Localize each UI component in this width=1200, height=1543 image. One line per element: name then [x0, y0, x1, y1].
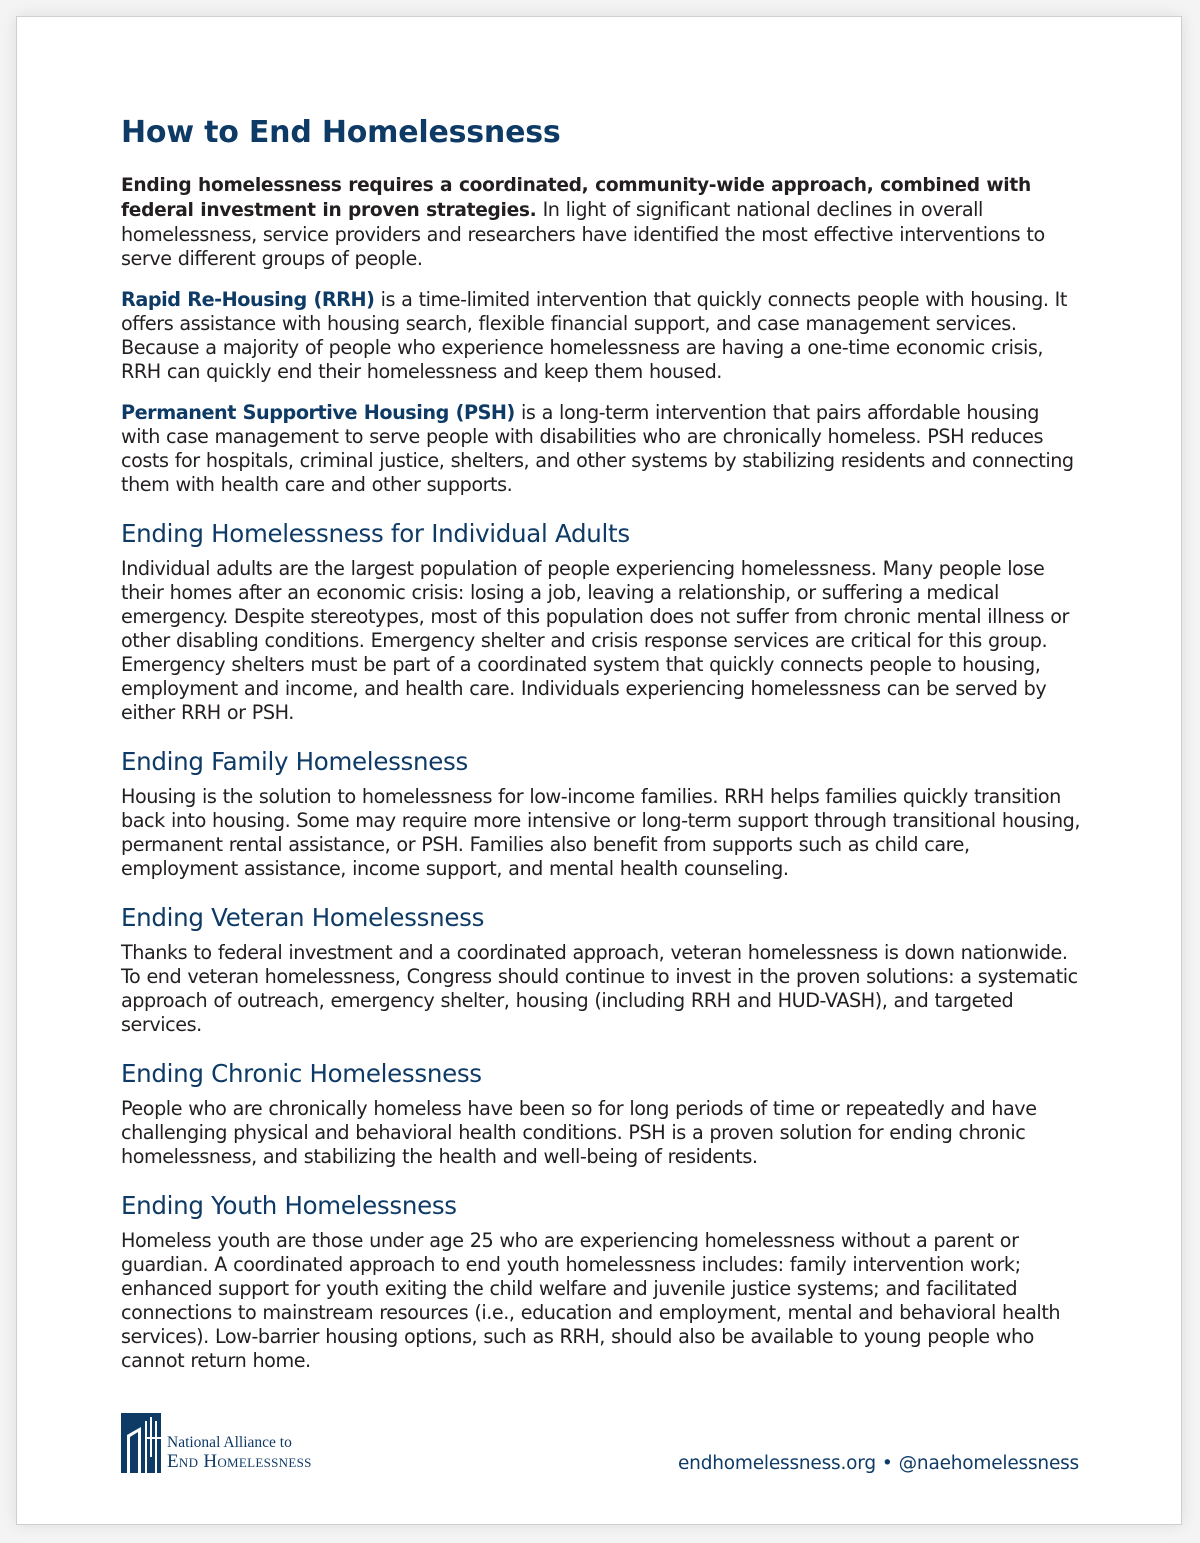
section-body: People who are chronically homeless have been so for long periods of time or repeatedly and have challenging physical and behavioral health conditions. PSH is a proven solution for ending chronic homelessness, and stabilizing the health and well-being of residents.	[121, 1097, 1037, 1168]
section-individual-adults	[121, 519, 1083, 725]
logo-line-1: National Alliance to	[167, 1433, 292, 1451]
section-body: Homeless youth are those under age 25 who are experiencing homelessness without a parent or guardian. A coordinated approach to end youth homelessness includes: family intervention work; enhanced support for youth exiting the child welfare and juvenile justice systems; and facilitated connections to mainstream resources (i.e., education and employment, mental and behavioral health services). Low-barrier housing options, such as RRH, should also be available to young people who cannot return home.	[121, 1229, 1061, 1372]
footer-contact	[678, 1453, 1079, 1474]
section-heading: Ending Veteran Homelessness	[121, 903, 485, 932]
section-chronic	[121, 1059, 1083, 1169]
bullet-separator: •	[881, 1453, 893, 1474]
section-heading: Ending Youth Homelessness	[121, 1191, 457, 1220]
intro-paragraph	[121, 173, 1083, 271]
definition-text: is a time-limited intervention that quickly connects people with housing. It offers assistance with housing search, flexible financial support, and case management services. Because a majority of people who experience homelessness are having a one-time economic crisis, RRH can quickly end their homelessness and keep them housed.	[121, 288, 1067, 383]
intro-text: In light of significant national declines in overall homelessness, service providers and researchers have identified the most effective interventions to serve different groups of people.	[121, 198, 1045, 270]
section-family	[121, 747, 1083, 881]
section-heading: Ending Homelessness for Individual Adults	[121, 519, 630, 548]
website-link[interactable]: endhomelessness.org	[678, 1453, 876, 1474]
building-doorway-icon	[121, 1413, 161, 1473]
definition-rrh	[121, 288, 1083, 384]
definition-psh	[121, 401, 1083, 497]
intro-lead: Ending homelessness requires a coordinated, community-wide approach, combined with federal investment in proven strategies.	[121, 175, 1031, 221]
logo-line-2: End Homelessness	[167, 1451, 312, 1472]
document-page	[16, 16, 1182, 1525]
section-heading: Ending Chronic Homelessness	[121, 1059, 482, 1088]
definition-text: is a long-term intervention that pairs affordable housing with case management to serve people with disabilities who are chronically homeless. PSH reduces costs for hospitals, criminal justice, shelters, and other systems by stabilizing residents and connecting them with health care and other supports.	[121, 401, 1074, 496]
section-veteran	[121, 903, 1083, 1037]
logo-wordmark	[167, 1435, 312, 1474]
social-handle-link[interactable]: @naehomelessness	[898, 1453, 1079, 1474]
section-body: Individual adults are the largest population of people experiencing homelessness. Many people lose their homes after an economic crisis: losing a job, leaving a relationship, or suffering a medical emergency. Despite stereotypes, most of this population does not suffer from chronic mental illness or other disabling conditions. Emergency shelter and crisis response services are critical for this group. Emergency shelters must be part of a coordinated system that quickly connects people to housing, employment and income, and health care. Individuals experiencing homelessness can be served by either RRH or PSH.	[121, 557, 1069, 724]
section-body: Housing is the solution to homelessness for low-income families. RRH helps families quickly transition back into housing. Some may require more intensive or long-term support through transitional housing, permanent rental assistance, or PSH. Families also benefit from supports such as child care, employment assistance, income support, and mental health counseling.	[121, 785, 1081, 880]
definition-term: Rapid Re-Housing (RRH)	[121, 288, 375, 311]
organization-logo	[121, 1413, 312, 1473]
document-content	[121, 113, 1083, 1373]
section-youth	[121, 1191, 1083, 1373]
section-heading: Ending Family Homelessness	[121, 747, 468, 776]
definition-term: Permanent Supportive Housing (PSH)	[121, 401, 515, 424]
page-title: How to End Homelessness	[121, 115, 561, 150]
section-body: Thanks to federal investment and a coordinated approach, veteran homelessness is down nationwide. To end veteran homelessness, Congress should continue to invest in the proven solutions: a systematic approach of outreach, emergency shelter, housing (including RRH and HUD-VASH), and targeted services.	[121, 941, 1078, 1036]
